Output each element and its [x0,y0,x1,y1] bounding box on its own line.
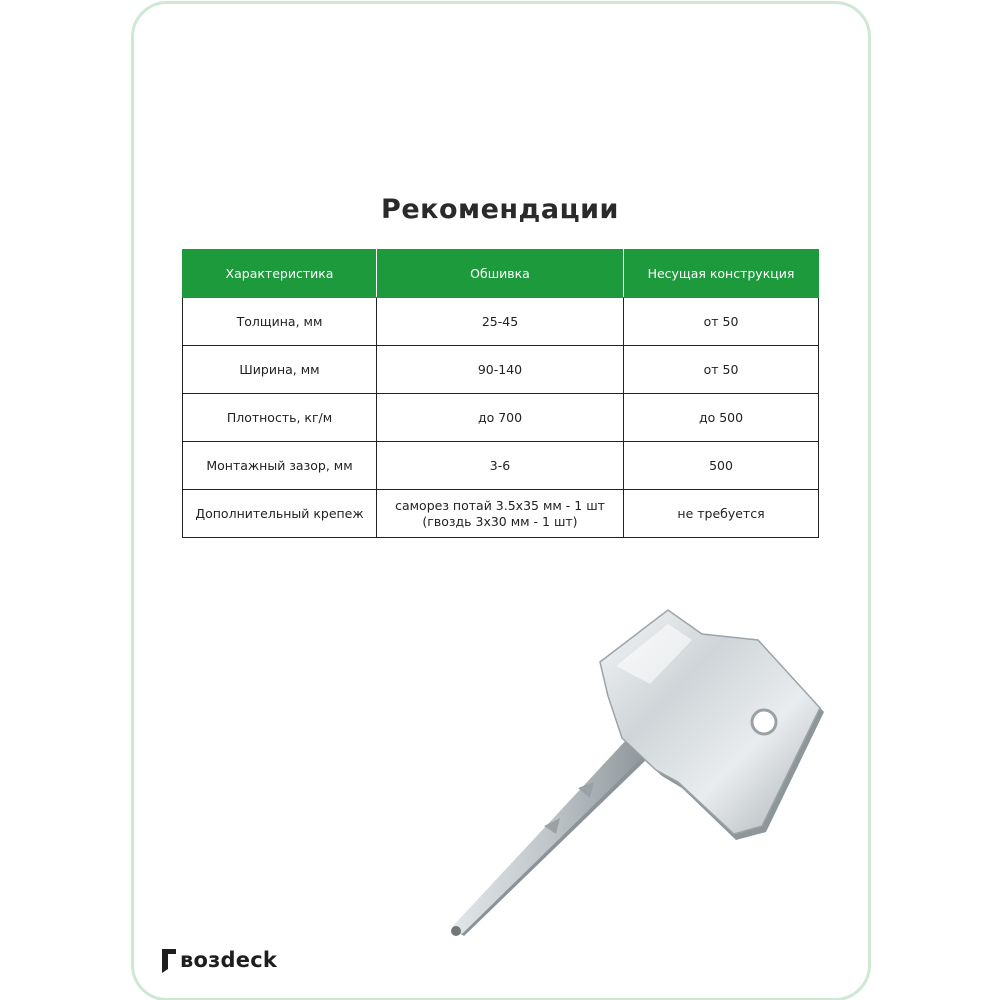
logo-mark-icon [160,945,178,975]
table-cell-line: саморез потай 3.5х35 мм - 1 шт [395,497,605,513]
recommendations-table [182,249,819,538]
table-cell: Монтажный зазор, мм [183,442,377,490]
table-cell: до 500 [624,394,819,442]
table-cell: 90-140 [377,346,624,394]
table-row [183,442,819,490]
table-cell: не требуется [624,490,819,538]
table-cell: до 700 [377,394,624,442]
table-row [183,346,819,394]
column-header-cladding: Обшивка [377,250,624,298]
table-cell: Толщина, мм [183,298,377,346]
column-header-characteristic: Характеристика [183,250,377,298]
table-cell: 500 [624,442,819,490]
table-cell-multiline [377,490,624,538]
fastener-illustration [440,600,840,950]
table-row [183,298,819,346]
table-cell: Плотность, кг/м [183,394,377,442]
brand-logo [160,940,277,980]
table-cell: Дополнительный крепеж [183,490,377,538]
column-header-support-structure: Несущая конструкция [624,250,819,298]
table-row [183,490,819,538]
logo-text: возdeck [180,948,278,972]
table-cell: Ширина, мм [183,346,377,394]
table-cell: 25-45 [377,298,624,346]
page-title: Рекомендации [381,194,619,226]
table-header-row [183,250,819,298]
table-cell: от 50 [624,346,819,394]
fastener-image [440,600,840,950]
table-cell-line: (гвоздь 3х30 мм - 1 шт) [422,513,578,529]
table-cell: 3-6 [377,442,624,490]
table-row [183,394,819,442]
table-cell: от 50 [624,298,819,346]
